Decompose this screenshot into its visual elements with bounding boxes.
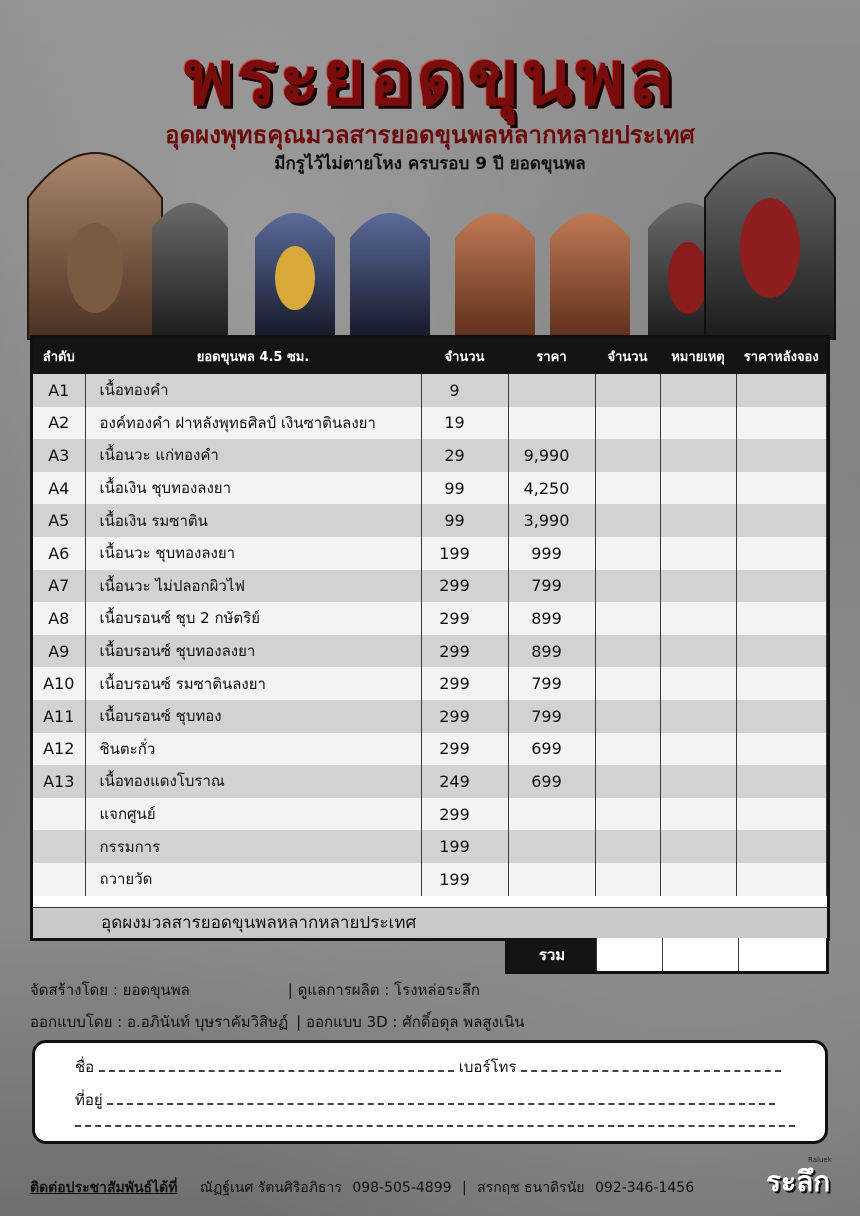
row-qty: 249 — [421, 765, 508, 798]
address-field[interactable] — [107, 1103, 775, 1105]
table-row — [33, 570, 827, 603]
row-note[interactable] — [660, 472, 736, 505]
sum-price-cell[interactable] — [738, 938, 826, 971]
row-price: 9,990 — [508, 439, 595, 472]
row-code — [33, 863, 85, 896]
row-order-qty[interactable] — [595, 667, 660, 700]
sum-qty-cell[interactable] — [596, 938, 662, 971]
row-note[interactable] — [660, 570, 736, 603]
credit-producer: จัดสร้างโดย : ยอดขุนพล — [30, 981, 190, 999]
row-note[interactable] — [660, 830, 736, 863]
row-final-price[interactable] — [736, 667, 827, 700]
row-name: เนื้อบรอนซ์ ชุบทองลงยา — [85, 635, 421, 668]
row-final-price[interactable] — [736, 537, 827, 570]
credit-3d: | ออกแบบ 3D : ศักดิ์อดุล พลสูงเนิน — [296, 1013, 525, 1031]
row-qty: 19 — [421, 407, 508, 440]
row-price — [508, 798, 595, 831]
row-qty: 99 — [421, 504, 508, 537]
row-code: A2 — [33, 407, 85, 440]
row-price: 699 — [508, 765, 595, 798]
table-row — [33, 504, 827, 537]
row-qty: 299 — [421, 733, 508, 766]
row-name: เนื้อทองแดงโบราณ — [85, 765, 421, 798]
row-note[interactable] — [660, 407, 736, 440]
row-final-price[interactable] — [736, 830, 827, 863]
contact-info: ติดต่อประชาสัมพันธ์ได้ที่ ณัฏฐ์เนศ รัตนศิริอภิธาร 098-505-4899 | สรกฤช ธนาดิรนัย 092-346-1456 — [30, 1180, 695, 1196]
row-code: A7 — [33, 570, 85, 603]
table-row — [33, 602, 827, 635]
sum-row — [505, 938, 829, 974]
table-row — [33, 374, 827, 407]
row-note[interactable] — [660, 537, 736, 570]
row-code: A4 — [33, 472, 85, 505]
table-row — [33, 830, 827, 863]
logo-caption: Raluek — [808, 1156, 832, 1164]
row-order-qty[interactable] — [595, 602, 660, 635]
row-name: เนื้อนวะ ไม่ปลอกผิวไฟ — [85, 570, 421, 603]
row-order-qty[interactable] — [595, 407, 660, 440]
table-header-2: จำนวน — [421, 338, 508, 374]
row-name: เนื้อนวะ แก่ทองคำ — [85, 439, 421, 472]
row-qty: 299 — [421, 570, 508, 603]
row-order-qty[interactable] — [595, 374, 660, 407]
credit-designer: ออกแบบโดย : อ.อภินันท์ บุษราคัมวิสิษฏ์ — [30, 1013, 289, 1031]
row-code: A9 — [33, 635, 85, 668]
table-footer-note: อุดผงมวลสารยอดขุนพลหลากหลายประเทศ — [33, 907, 827, 938]
row-final-price[interactable] — [736, 504, 827, 537]
row-final-price[interactable] — [736, 374, 827, 407]
row-name: เนื้อเงิน ชุบทองลงยา — [85, 472, 421, 505]
order-form — [32, 1040, 828, 1144]
row-note[interactable] — [660, 635, 736, 668]
row-price: 699 — [508, 733, 595, 766]
row-note[interactable] — [660, 700, 736, 733]
table-row — [33, 635, 827, 668]
row-qty: 299 — [421, 700, 508, 733]
row-price: 899 — [508, 635, 595, 668]
row-order-qty[interactable] — [595, 472, 660, 505]
row-note[interactable] — [660, 504, 736, 537]
table-row — [33, 439, 827, 472]
table-row — [33, 733, 827, 766]
row-final-price[interactable] — [736, 765, 827, 798]
row-qty: 299 — [421, 798, 508, 831]
row-note[interactable] — [660, 798, 736, 831]
row-note[interactable] — [660, 602, 736, 635]
row-qty: 9 — [421, 374, 508, 407]
row-code — [33, 830, 85, 863]
row-code: A8 — [33, 602, 85, 635]
table-header-5: หมายเหตุ — [660, 338, 736, 374]
row-qty: 199 — [421, 537, 508, 570]
row-price — [508, 863, 595, 896]
row-final-price[interactable] — [736, 439, 827, 472]
table-header-1: ยอดขุนพล 4.5 ซม. — [85, 338, 421, 374]
table-row — [33, 667, 827, 700]
row-note[interactable] — [660, 667, 736, 700]
row-code: A5 — [33, 504, 85, 537]
row-qty: 299 — [421, 602, 508, 635]
row-final-price[interactable] — [736, 733, 827, 766]
row-name: กรรมการ — [85, 830, 421, 863]
row-code: A10 — [33, 667, 85, 700]
foundry-logo: ระลึก — [766, 1165, 831, 1198]
table-row — [33, 798, 827, 831]
sum-label: รวม — [508, 938, 596, 971]
row-final-price[interactable] — [736, 700, 827, 733]
row-code: A11 — [33, 700, 85, 733]
credit-foundry: | ดูแลการผลิต : โรงหล่อระลึก — [287, 981, 481, 999]
row-note[interactable] — [660, 863, 736, 896]
table-row — [33, 863, 827, 896]
row-name: เนื้อนวะ ชุบทองลงยา — [85, 537, 421, 570]
row-qty: 29 — [421, 439, 508, 472]
row-price: 799 — [508, 700, 595, 733]
row-price: 4,250 — [508, 472, 595, 505]
name-label: ชื่อ — [75, 1058, 95, 1076]
address-label: ที่อยู่ — [75, 1091, 103, 1109]
row-name: เนื้อบรอนซ์ ชุบทอง — [85, 700, 421, 733]
table-header-3: ราคา — [508, 338, 595, 374]
row-price: 799 — [508, 570, 595, 603]
table-row — [33, 537, 827, 570]
row-qty: 199 — [421, 863, 508, 896]
row-name: แจกศูนย์ — [85, 798, 421, 831]
contact-person-1: ณัฏฐ์เนศ รัตนศิริอภิธาร — [199, 1180, 342, 1196]
phone-label: เบอร์โทร — [458, 1058, 517, 1076]
row-qty: 299 — [421, 635, 508, 668]
row-final-price[interactable] — [736, 863, 827, 896]
page-tagline: มีกรูไว้ไม่ตายโหง ครบรอบ 9 ปี ยอดขุนพล — [274, 154, 586, 174]
row-name: ชินตะกั่ว — [85, 733, 421, 766]
row-order-qty[interactable] — [595, 798, 660, 831]
credits — [30, 978, 525, 1042]
row-code: A6 — [33, 537, 85, 570]
row-order-qty[interactable] — [595, 439, 660, 472]
table-header-4: จำนวน — [595, 338, 660, 374]
row-code: A1 — [33, 374, 85, 407]
row-price: 799 — [508, 667, 595, 700]
row-final-price[interactable] — [736, 570, 827, 603]
page-title: พระยอดขุนพล — [184, 33, 676, 122]
table-header-row — [33, 338, 827, 374]
row-name: เนื้อบรอนซ์ ชุบ 2 กษัตริย์ — [85, 602, 421, 635]
contact-phone-1[interactable]: 098-505-4899 — [352, 1180, 452, 1196]
row-order-qty[interactable] — [595, 700, 660, 733]
row-code — [33, 798, 85, 831]
row-order-qty[interactable] — [595, 504, 660, 537]
row-order-qty[interactable] — [595, 537, 660, 570]
phone-field[interactable] — [521, 1070, 781, 1072]
row-order-qty[interactable] — [595, 863, 660, 896]
row-final-price[interactable] — [736, 798, 827, 831]
sum-note-cell[interactable] — [662, 938, 738, 971]
contact-phone-2[interactable]: 092-346-1456 — [594, 1180, 695, 1196]
row-price — [508, 407, 595, 440]
row-qty: 199 — [421, 830, 508, 863]
row-code: A13 — [33, 765, 85, 798]
table-header-6: ราคาหลังจอง — [736, 338, 827, 374]
row-name: องค์ทองคำ ฝาหลังพุทธศิลป์ เงินซาตินลงยา — [85, 407, 421, 440]
row-order-qty[interactable] — [595, 830, 660, 863]
row-final-price[interactable] — [736, 602, 827, 635]
row-order-qty[interactable] — [595, 570, 660, 603]
row-price: 999 — [508, 537, 595, 570]
row-name: ถวายวัด — [85, 863, 421, 896]
table-row — [33, 765, 827, 798]
price-table — [30, 335, 830, 941]
row-note[interactable] — [660, 733, 736, 766]
row-note[interactable] — [660, 374, 736, 407]
table-row — [33, 472, 827, 505]
row-note[interactable] — [660, 439, 736, 472]
row-final-price[interactable] — [736, 472, 827, 505]
row-price: 899 — [508, 602, 595, 635]
contact-lead: ติดต่อประชาสัมพันธ์ได้ที่ — [30, 1180, 178, 1196]
contact-person-2: สรกฤช ธนาดิรนัย — [477, 1180, 585, 1196]
row-final-price[interactable] — [736, 635, 827, 668]
table-row — [33, 407, 827, 440]
row-code: A3 — [33, 439, 85, 472]
row-price — [508, 374, 595, 407]
row-note[interactable] — [660, 765, 736, 798]
row-final-price[interactable] — [736, 407, 827, 440]
row-code: A12 — [33, 733, 85, 766]
row-order-qty[interactable] — [595, 765, 660, 798]
row-qty: 299 — [421, 667, 508, 700]
name-field[interactable] — [99, 1070, 454, 1072]
row-price — [508, 830, 595, 863]
row-qty: 99 — [421, 472, 508, 505]
row-order-qty[interactable] — [595, 635, 660, 668]
row-order-qty[interactable] — [595, 733, 660, 766]
amulet-images — [0, 118, 860, 340]
row-name: เนื้อทองคำ — [85, 374, 421, 407]
row-name: เนื้อบรอนซ์ รมซาตินลงยา — [85, 667, 421, 700]
address-field-line2[interactable] — [75, 1125, 795, 1127]
table-row — [33, 700, 827, 733]
page-subtitle: อุดผงพุทธคุณมวลสารยอดขุนพลหลากหลายประเทศ — [165, 121, 695, 149]
row-name: เนื้อเงิน รมซาติน — [85, 504, 421, 537]
row-price: 3,990 — [508, 504, 595, 537]
table-header-0: ลำดับ — [33, 338, 85, 374]
